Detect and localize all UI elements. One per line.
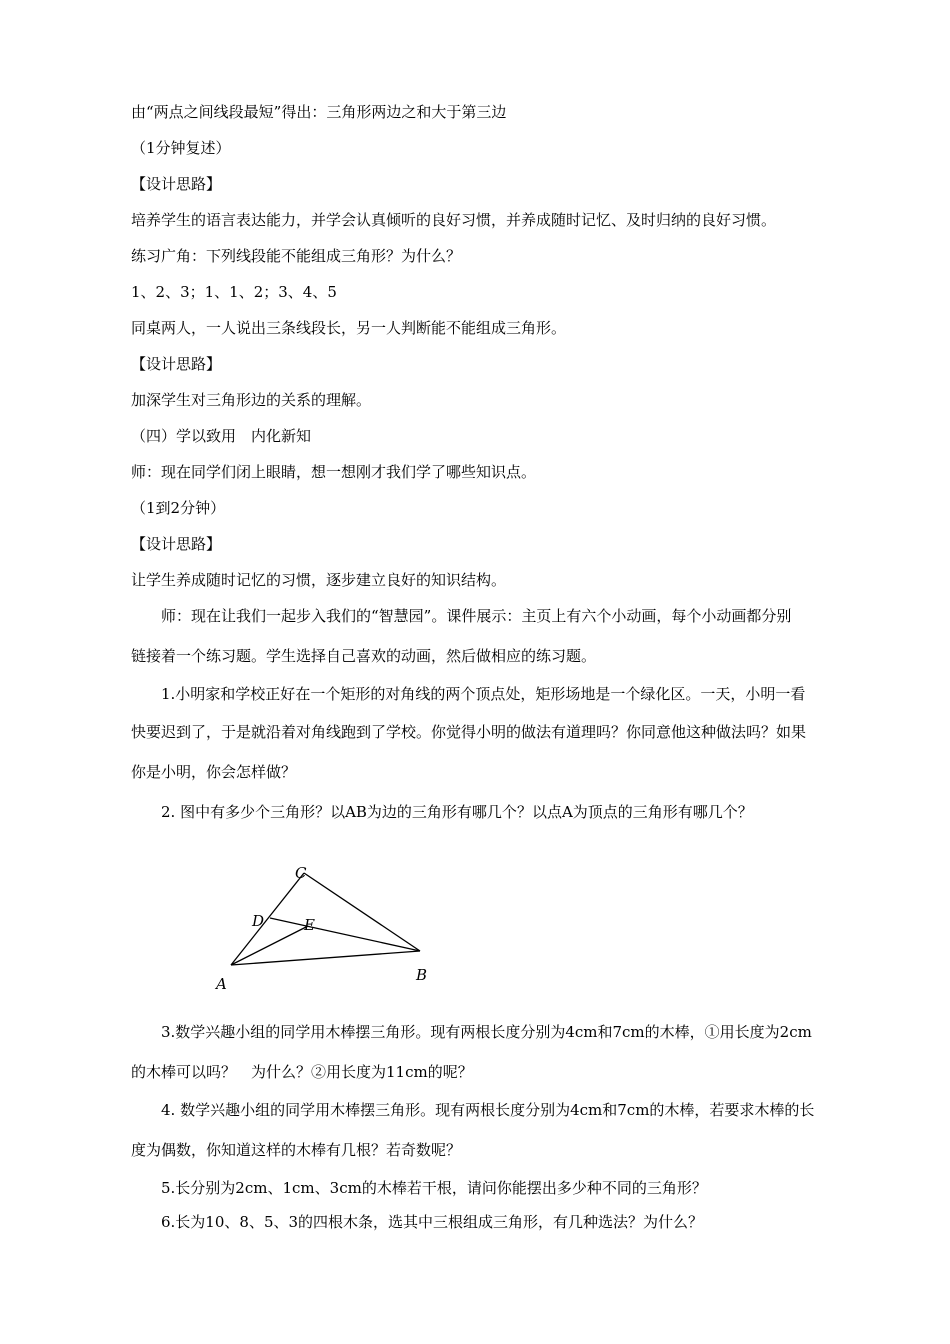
text-line: 1.小明家和学校正好在一个矩形的对角线的两个顶点处，矩形场地是一个绿化区。一天，小明一看: [131, 685, 806, 703]
text-line: 1、2、3；1、1、2；3、4、5: [131, 283, 337, 301]
question-line: 6.长为10、8、5、3的四根木条，选其中三根组成三角形，有几种选法？为什么？: [131, 1213, 704, 1231]
label-A: A: [216, 975, 227, 993]
segment-AC: [231, 873, 304, 965]
triangle-figure: [200, 858, 460, 1003]
label-C: C: [295, 864, 307, 882]
segment-AE: [231, 926, 308, 965]
text-line: 的木棒可以吗？ 为什么？②用长度为11cm的呢？: [131, 1063, 473, 1081]
label-D: D: [252, 912, 265, 930]
text-line: 练习广角：下列线段能不能组成三角形？为什么？: [131, 247, 462, 265]
question-line: 2. 图中有多少个三角形？以AB为边的三角形有哪几个？以点A为顶点的三角形有哪几个？: [131, 803, 753, 821]
text-line: 师：现在同学们闭上眼睛，想一想刚才我们学了哪些知识点。: [131, 463, 537, 481]
text-line: 由“两点之间线段最短”得出：三角形两边之和大于第三边: [131, 103, 507, 121]
segment-CB: [304, 873, 420, 951]
text-line: 快要迟到了，于是就沿着对角线跑到了学校。你觉得小明的做法有道理吗？你同意他这种做法吗？如果: [131, 723, 807, 741]
text-line: 培养学生的语言表达能力，并学会认真倾听的良好习惯，并养成随时记忆、及时归纳的良好习惯。: [131, 211, 777, 229]
section-heading: （四）学以致用 内化新知: [131, 427, 312, 445]
text-line: 度为偶数，你知道这样的木棒有几根？若奇数呢？: [131, 1141, 462, 1159]
label-E: E: [304, 916, 315, 934]
segment-AB: [231, 951, 420, 965]
text-line: 让学生养成随时记忆的习惯，逐步建立良好的知识结构。: [131, 571, 507, 589]
question-line: 5.长分别为2cm、1cm、3cm的木棒若干根，请问你能摆出多少种不同的三角形？: [131, 1179, 707, 1197]
text-line: 师：现在让我们一起步入我们的“智慧园”。课件展示：主页上有六个小动画，每个小动画都分别: [131, 607, 792, 625]
section-heading: 【设计思路】: [131, 535, 222, 553]
text-line: 链接着一个练习题。学生选择自己喜欢的动画，然后做相应的练习题。: [131, 647, 597, 665]
question-line: 3.数学兴趣小组的同学用木棒摆三角形。现有两根长度分别为4cm和7cm的木棒，①用长度为2cm: [131, 1023, 812, 1041]
question-line: 4. 数学兴趣小组的同学用木棒摆三角形。现有两根长度分别为4cm和7cm的木棒，若要求木棒的长: [131, 1101, 815, 1119]
text-line: （1分钟复述）: [131, 139, 231, 157]
section-heading: 【设计思路】: [131, 175, 222, 193]
text-line: 同桌两人，一人说出三条线段长，另一人判断能不能组成三角形。: [131, 319, 567, 337]
section-heading: 【设计思路】: [131, 355, 222, 373]
label-B: B: [416, 966, 428, 984]
text-line: 加深学生对三角形边的关系的理解。: [131, 391, 372, 409]
text-line: 你是小明，你会怎样做？: [131, 763, 297, 781]
text-line: （1到2分钟）: [131, 499, 226, 517]
